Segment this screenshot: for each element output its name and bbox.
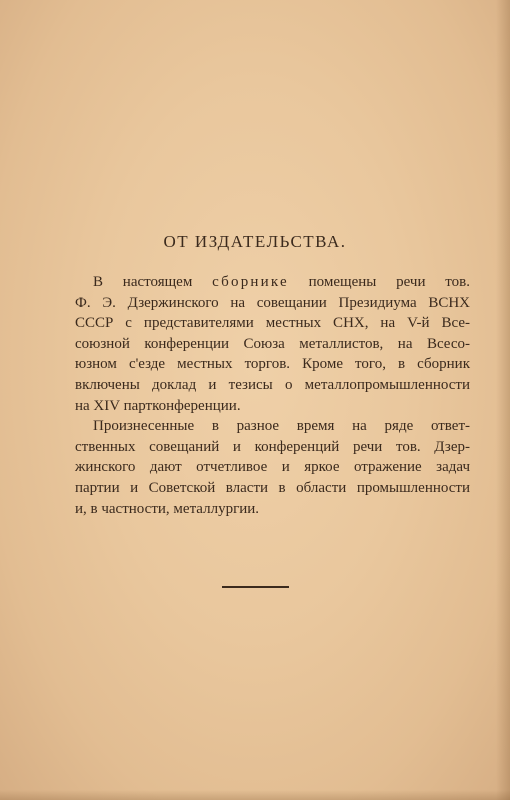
page-title: ОТ ИЗДАТЕЛЬСТВА. <box>163 232 347 251</box>
paragraph-1-line-4: союзной конференции Союза металлистов, на Всесо- <box>75 335 470 352</box>
section-divider-rule <box>222 586 289 588</box>
paragraph-1-line-2: Ф. Э. Дзержинского на совещании Президиума ВСНХ <box>75 294 470 311</box>
paragraph-1-line-7: на XIV партконференции. <box>75 397 241 414</box>
paragraph-1-line-1 <box>75 272 470 293</box>
page-edge-shadow-right <box>496 0 510 800</box>
paragraph-2-line-3: жинского дают отчетливое и яркое отражение задач <box>75 459 470 476</box>
paragraph-2-line-2: ственных совещаний и конференций речи тов. Дзер- <box>75 438 470 455</box>
paragraph-1-line-6: включены доклад и тезисы о металлопромышленности <box>75 376 470 393</box>
paragraph-1-line-5: юзном с'езде местных торгов. Кроме того, в сборник <box>75 356 470 373</box>
paragraph-1-line-1-end: помещены речи тов. <box>288 274 470 290</box>
paragraph-1-spaced-word: сборнике <box>212 274 289 290</box>
page-edge-shadow-bottom <box>0 790 510 800</box>
paragraph-2-line-1: Произнесенные в разное время на ряде ответ- <box>93 418 470 435</box>
paragraph-1-line-3: СССР с представителями местных СНХ, на V-й Все- <box>75 315 470 332</box>
paragraph-1-line-1-start: В настоящем <box>93 274 213 290</box>
paragraph-2-line-5: и, в частности, металлургии. <box>75 500 260 517</box>
publisher-note-text <box>75 272 470 519</box>
paragraph-2-line-4: партии и Советской власти в области промышленности <box>75 479 470 496</box>
